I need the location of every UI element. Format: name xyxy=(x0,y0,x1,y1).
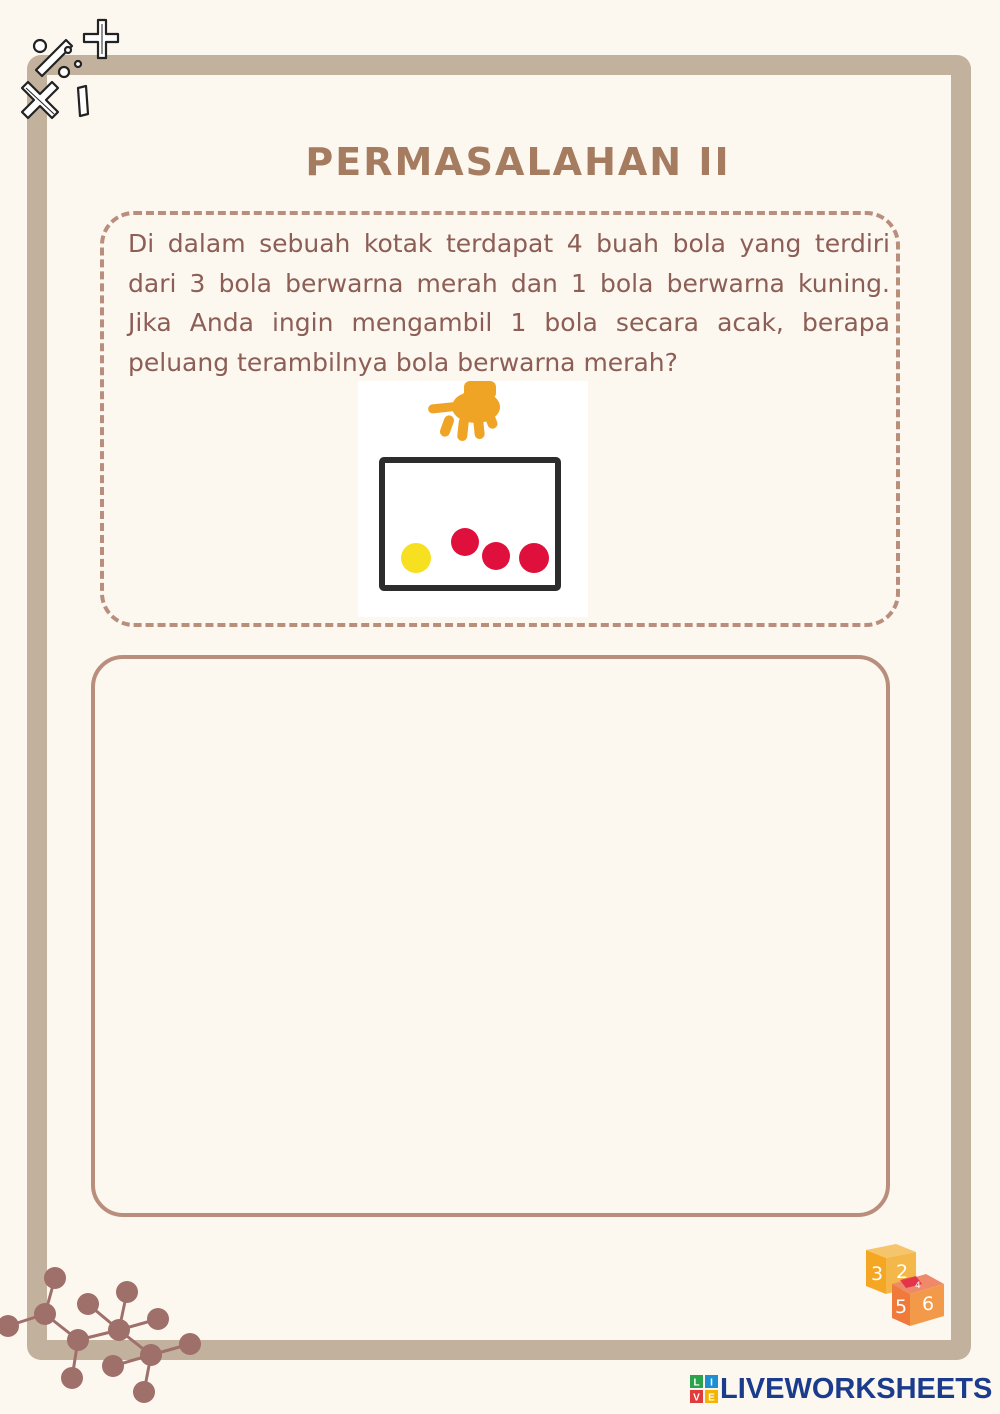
dice-face-4: 4 xyxy=(915,1281,921,1291)
badge-letter-v: V xyxy=(693,1392,700,1403)
problem-text: Di dalam sebuah kotak terdapat 4 buah bola yang terdiri dari 3 bola berwarna merah dan 1 bola berwarna kuning. Jika Anda ingin mengambil 1 bola secara acak, berapa peluang terambilnya bola berwarna merah? xyxy=(128,229,890,377)
dice-face-5: 5 xyxy=(895,1296,908,1318)
dice-face-3: 3 xyxy=(871,1263,884,1285)
badge-letter-l: L xyxy=(693,1377,700,1389)
page-title: PERMASALAHAN II xyxy=(305,140,731,184)
badge-letter-e: E xyxy=(708,1392,715,1403)
red-ball xyxy=(451,528,479,556)
liveworksheets-logo xyxy=(690,1372,992,1406)
badge-letter-i: I xyxy=(710,1377,713,1389)
dice-icon xyxy=(860,1240,950,1330)
answer-input-box[interactable] xyxy=(91,655,890,1217)
yellow-ball xyxy=(401,543,431,573)
brand-badge-icon xyxy=(690,1375,718,1403)
molecule-icon xyxy=(0,1262,210,1412)
math-symbols-icon xyxy=(14,14,124,124)
brand-name: LIVEWORKSHEETS xyxy=(720,1372,993,1405)
red-ball xyxy=(519,543,549,573)
dice-face-6: 6 xyxy=(922,1293,935,1315)
problem-illustration xyxy=(358,381,588,617)
dice-face-2: 2 xyxy=(896,1261,909,1283)
hand-icon xyxy=(428,381,500,441)
red-ball xyxy=(482,542,510,570)
